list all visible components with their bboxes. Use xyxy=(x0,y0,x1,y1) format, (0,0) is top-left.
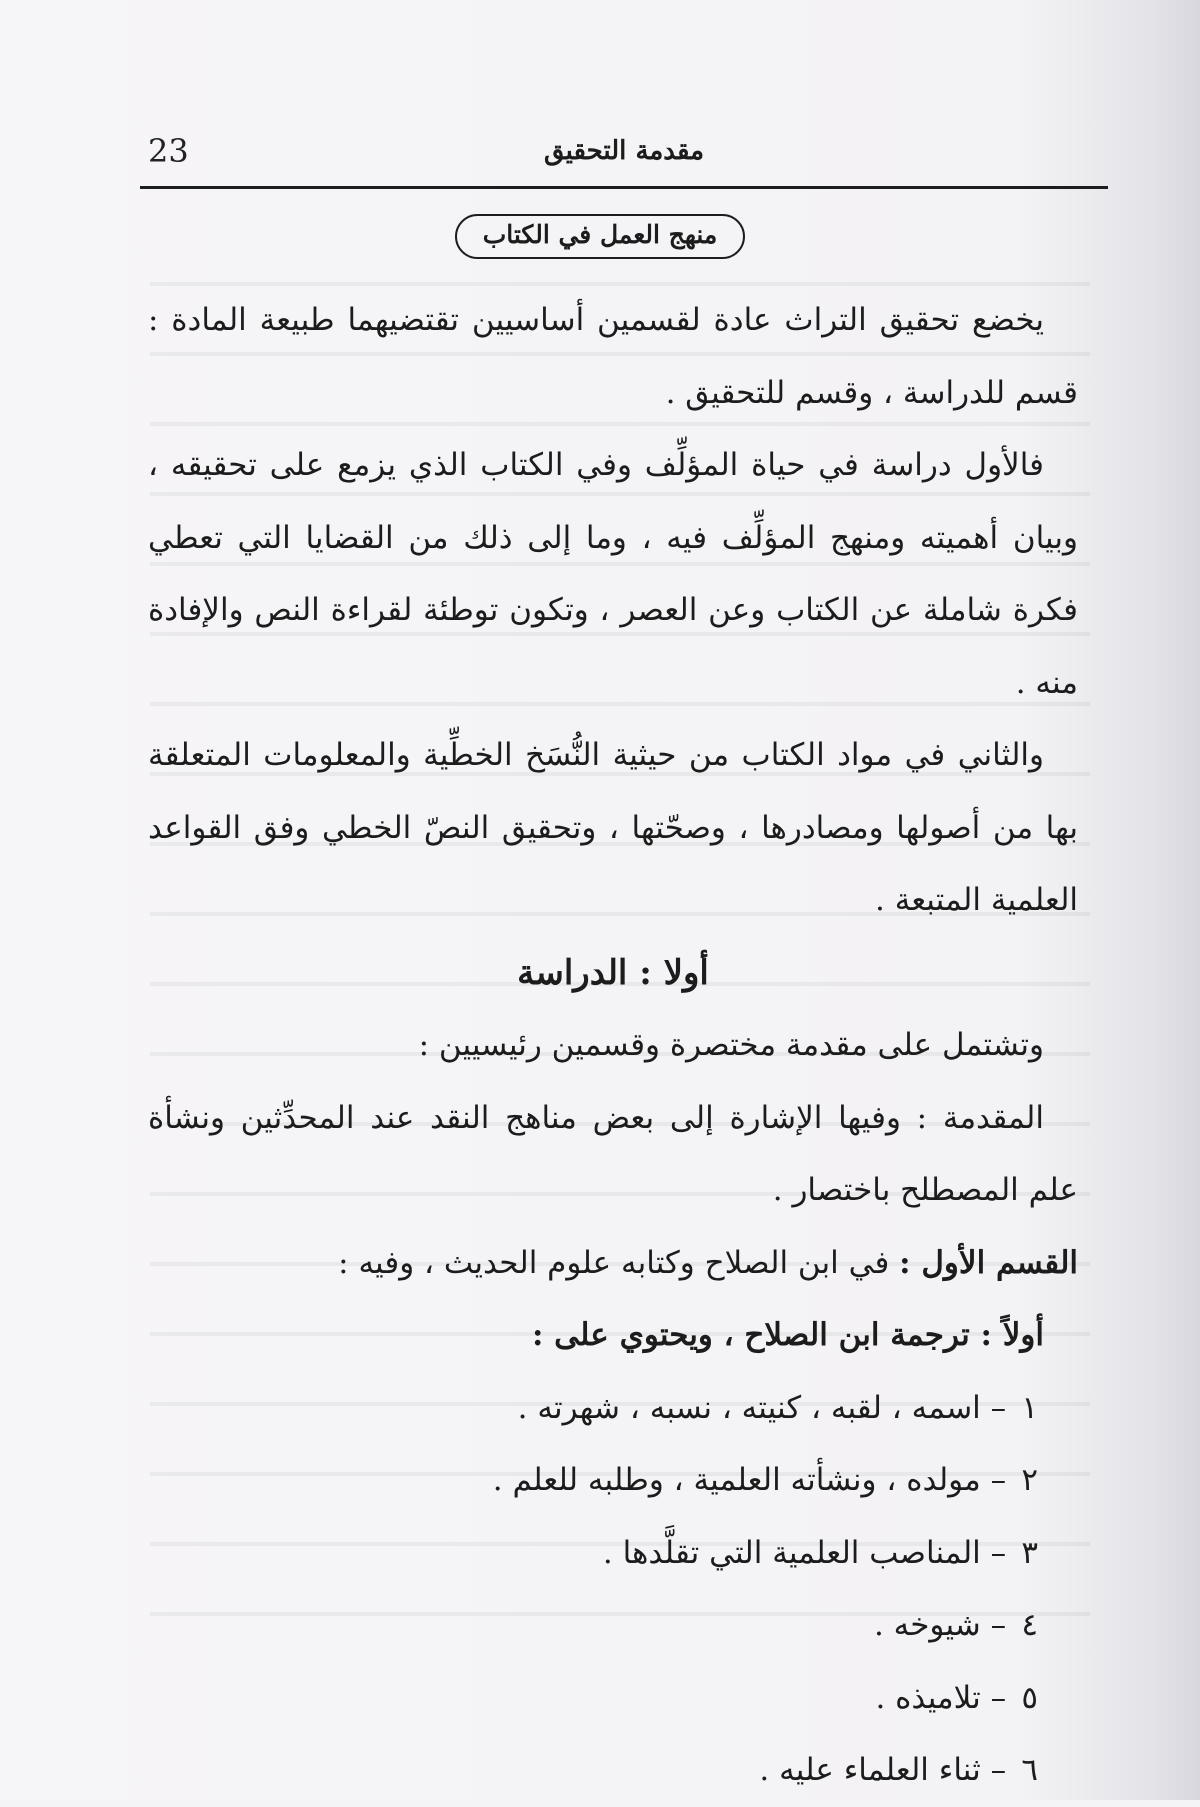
part-one-paragraph xyxy=(148,1227,1078,1300)
list-number: ٦ xyxy=(1021,1752,1038,1788)
list-text: مولده ، ونشأته العلمية ، وطلبه للعلم . xyxy=(492,1462,981,1498)
paragraph-3: والثاني في مواد الكتاب من حيثية النُّسَخ الخطِّية والمعلومات المتعلقة بها من أصولها ومصادرها ، وصحّتها ، وتحقيق النصّ الخطي وفق القواعد العلمية المتبعة . xyxy=(148,737,1078,918)
list-number: ٥ xyxy=(1021,1679,1038,1716)
introduction-paragraph xyxy=(148,1082,1078,1227)
page-body xyxy=(148,284,1078,1807)
list-text: المناصب العلمية التي تقلَّدها . xyxy=(602,1534,981,1571)
list-text: تلاميذه . xyxy=(875,1679,981,1716)
list-number: ٤ xyxy=(1021,1607,1038,1643)
list-text: ثناء العلماء عليه . xyxy=(759,1752,981,1788)
introduction-text: وفيها الإشارة إلى بعض مناهج النقد عند المحدِّثين ونشأة علم المصطلح باختصار . xyxy=(148,1099,1078,1208)
list-item: ٥ – تلاميذه . xyxy=(148,1662,1038,1735)
list-number: ٢ xyxy=(1021,1462,1038,1498)
study-heading: أولا : الدراسة xyxy=(517,952,709,993)
study-intro: وتشتمل على مقدمة مختصرة وقسمين رئيسيين : xyxy=(418,1027,1044,1063)
biography-list xyxy=(148,1372,1078,1807)
list-item: ٣ – المناصب العلمية التي تقلَّدها . xyxy=(148,1517,1038,1590)
list-text: اسمه ، لقبه ، كنيته ، نسبه ، شهرته . xyxy=(517,1389,981,1426)
list-item: ٤ – شيوخه . xyxy=(148,1589,1038,1662)
page-number: 23 xyxy=(148,132,189,170)
section-title: منهج العمل في الكتاب xyxy=(455,214,746,259)
paragraph-2: فالأول دراسة في حياة المؤلِّف وفي الكتاب الذي يزمع على تحقيقه ، وبيان أهميته ومنهج المؤلِّف فيه ، وما إلى ذلك من القضايا التي تعطي فكرة شاملة عن الكتاب وعن العصر ، وتكون توطئة لقراءة النص والإفادة منه . xyxy=(148,447,1078,701)
part-one-text: في ابن الصلاح وكتابه علوم الحديث ، وفيه : xyxy=(338,1244,890,1281)
first-point: أولاً : ترجمة ابن الصلاح ، ويحتوي على : xyxy=(531,1317,1044,1353)
list-item: ٦ – ثناء العلماء عليه . xyxy=(148,1734,1038,1807)
list-item: ١ – اسمه ، لقبه ، كنيته ، نسبه ، شهرته . xyxy=(148,1372,1038,1445)
running-title: مقدمة التحقيق xyxy=(543,136,705,166)
introduction-label: المقدمة : xyxy=(916,1099,1044,1136)
part-one-label: القسم الأول : xyxy=(899,1244,1078,1281)
section-title-wrap xyxy=(0,214,1200,259)
list-item: ٢ – مولده ، ونشأته العلمية ، وطلبه للعلم . xyxy=(148,1444,1038,1517)
list-number: ٣ xyxy=(1021,1534,1038,1571)
page-header xyxy=(140,122,1108,182)
header-rule xyxy=(140,186,1108,189)
paragraph-1: يخضع تحقيق التراث عادة لقسمين أساسيين تقتضيهما طبيعة المادة : قسم للدراسة ، وقسم للتحقيق . xyxy=(148,302,1078,411)
list-text: شيوخه . xyxy=(873,1607,981,1643)
list-number: ١ xyxy=(1021,1389,1038,1426)
